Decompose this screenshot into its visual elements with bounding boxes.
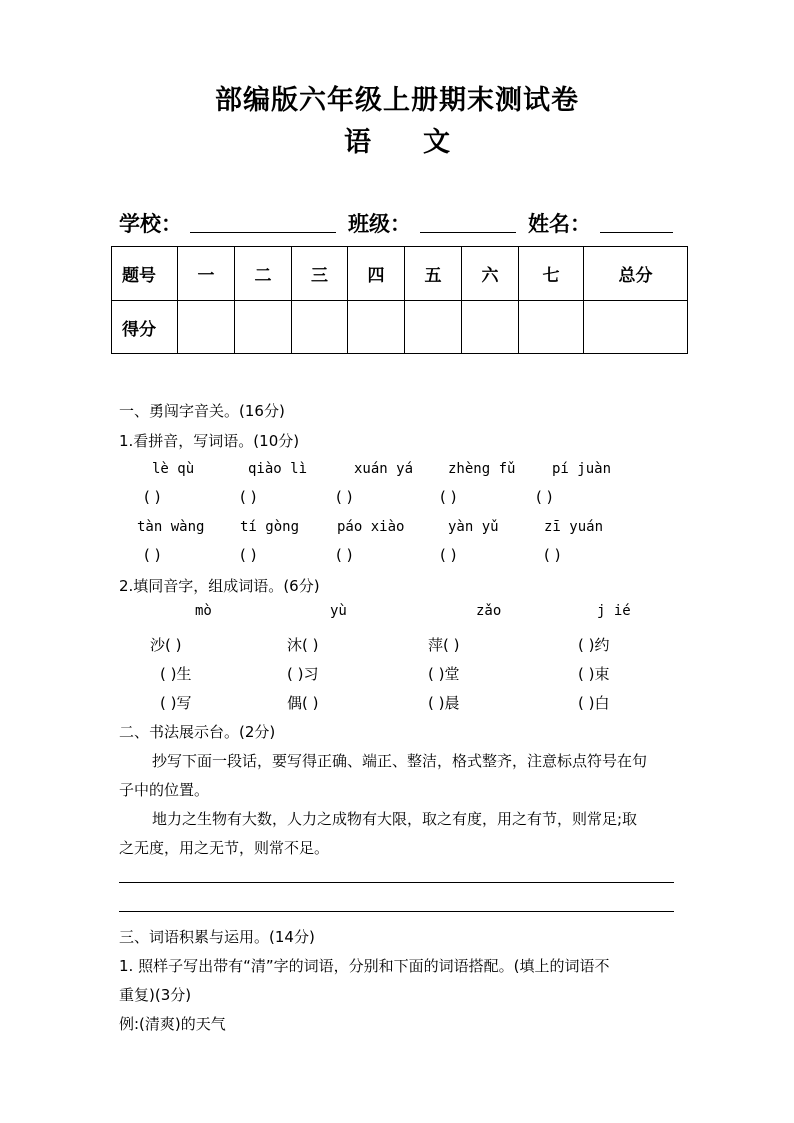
table-cell: 得分: [112, 301, 178, 354]
table-cell: 二: [235, 247, 292, 301]
homophone-item[interactable]: ( )晨: [428, 694, 460, 712]
subject-char-1: 语: [344, 127, 371, 158]
homophone-item[interactable]: ( )生: [160, 665, 192, 683]
answer-blank[interactable]: ( ): [240, 546, 257, 564]
table-cell: 总分: [584, 247, 688, 301]
section2-instruction-line2: 子中的位置。: [119, 781, 210, 799]
table-cell: 七: [519, 247, 584, 301]
table-cell: 一: [178, 247, 235, 301]
pinyin-item: qiào lì: [248, 461, 308, 477]
pinyin-item: tí gòng: [240, 519, 300, 535]
score-table: [111, 246, 688, 354]
pinyin-item: yàn yǔ: [448, 519, 499, 535]
pinyin-item: lè qù: [152, 461, 195, 477]
pinyin-item: pí juàn: [552, 461, 612, 477]
name-label: 姓名：: [528, 211, 591, 236]
section3-q1-line1: 1. 照样子写出带有“清”字的词语，分别和下面的词语搭配。(填上的词语不: [119, 957, 610, 975]
pinyin-item: páo xiào: [337, 519, 405, 535]
section2-passage-line1: 地力之生物有大数，人力之成物有大限，取之有度，用之有节，则常足;取: [152, 810, 638, 828]
score-cell[interactable]: [292, 301, 348, 354]
section1-q1-title: 1.看拼音，写词语。(10分): [119, 432, 300, 450]
class-label: 班级：: [348, 211, 411, 236]
writing-line[interactable]: [119, 911, 674, 912]
section3-example: 例:(清爽)的天气: [119, 1015, 226, 1033]
pinyin-item: tàn wàng: [137, 519, 205, 535]
section2-heading: 二、书法展示台。(2分): [119, 723, 276, 741]
score-cell[interactable]: [462, 301, 519, 354]
homophone-item[interactable]: 偶( ): [287, 694, 319, 712]
homophone-item[interactable]: ( )写: [160, 694, 192, 712]
section3-q1-line2: 重复)(3分): [119, 986, 192, 1004]
pinyin-item: j ié: [597, 603, 631, 619]
answer-blank[interactable]: ( ): [144, 488, 161, 506]
homophone-item[interactable]: ( )约: [578, 636, 610, 654]
score-cell[interactable]: [584, 301, 688, 354]
homophone-item[interactable]: ( )白: [578, 694, 610, 712]
score-cell[interactable]: [519, 301, 584, 354]
answer-blank[interactable]: ( ): [336, 488, 353, 506]
table-cell: 题号: [112, 247, 178, 301]
answer-blank[interactable]: ( ): [544, 546, 561, 564]
answer-blank[interactable]: ( ): [240, 488, 257, 506]
name-field[interactable]: [600, 232, 673, 233]
subject-title: [0, 120, 794, 159]
answer-blank[interactable]: ( ): [440, 488, 457, 506]
section2-passage-line2: 之无度，用之无节，则常不足。: [119, 839, 330, 857]
pinyin-item: xuán yá: [354, 461, 414, 477]
pinyin-item: mò: [195, 603, 212, 619]
score-cell[interactable]: [405, 301, 462, 354]
homophone-item[interactable]: 沙( ): [150, 636, 182, 654]
homophone-item[interactable]: ( )习: [287, 665, 319, 683]
page-title: 部编版六年级上册期末测试卷: [215, 85, 579, 116]
writing-line[interactable]: [119, 882, 674, 883]
score-cell[interactable]: [235, 301, 292, 354]
section1-heading: 一、勇闯字音关。(16分): [119, 402, 285, 420]
subject-char-2: 文: [423, 127, 450, 158]
pinyin-item: zī yuán: [544, 519, 604, 535]
score-table-header-row: [112, 247, 688, 301]
pinyin-item: zǎo: [476, 603, 502, 619]
section3-heading: 三、词语积累与运用。(14分): [119, 928, 315, 946]
school-label: 学校：: [119, 211, 182, 236]
answer-blank[interactable]: ( ): [536, 488, 553, 506]
answer-blank[interactable]: ( ): [336, 546, 353, 564]
answer-blank[interactable]: ( ): [144, 546, 161, 564]
homophone-item[interactable]: ( )堂: [428, 665, 460, 683]
homophone-item[interactable]: ( )束: [578, 665, 610, 683]
table-cell: 六: [462, 247, 519, 301]
homophone-item[interactable]: 沐( ): [287, 636, 319, 654]
section1-q2-title: 2.填同音字，组成词语。(6分): [119, 577, 320, 595]
score-cell[interactable]: [348, 301, 405, 354]
answer-blank[interactable]: ( ): [440, 546, 457, 564]
table-cell: 五: [405, 247, 462, 301]
table-cell: 三: [292, 247, 348, 301]
class-field[interactable]: [420, 232, 516, 233]
score-table-score-row: [112, 301, 688, 354]
pinyin-item: yù: [330, 603, 347, 619]
score-cell[interactable]: [178, 301, 235, 354]
table-cell: 四: [348, 247, 405, 301]
section2-instruction-line1: 抄写下面一段话，要写得正确、端正、整洁，格式整齐，注意标点符号在句: [152, 752, 648, 770]
school-field[interactable]: [190, 232, 336, 233]
pinyin-item: zhèng fǔ: [448, 461, 516, 477]
homophone-item[interactable]: 萍( ): [428, 636, 460, 654]
